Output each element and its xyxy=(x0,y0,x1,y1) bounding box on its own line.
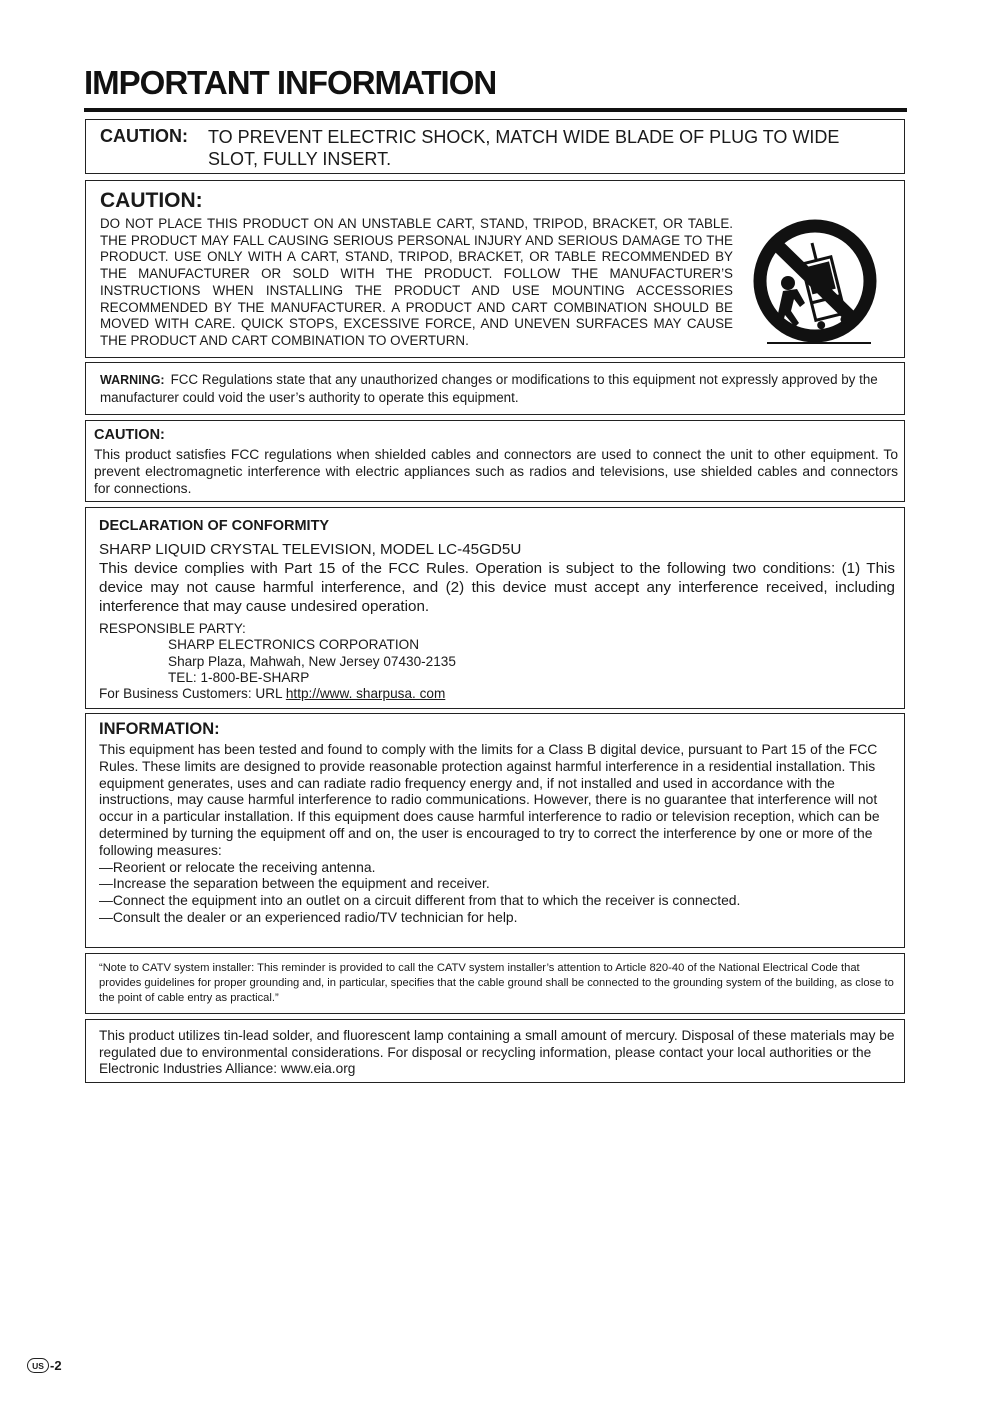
responsible-address: Sharp Plaza, Mahwah, New Jersey 07430-2135 xyxy=(168,654,456,669)
catv-note-text: “Note to CATV system installer: This reminder is provided to call the CATV system installer’s attention to Article 820-40 of the National Electrical Code that provides guidelines for proper grounding and, in particular, specifies that the cable ground shall be connected to the grounding system of the building, as close to the point of cable entry as practical.” xyxy=(99,962,894,1004)
declaration-compliance: This device complies with Part 15 of the FCC Rules. Operation is subject to the following two conditions: (1) This device may not cause harmful interference, and (2) this device must accept any interference received, including interference that may cause undesired operation. xyxy=(99,560,895,615)
fcc-warning-text: FCC Regulations state that any unauthorized changes or modifications to this equipment not expressly approved by the manufacturer could void the user’s authority to operate this equipment. xyxy=(100,372,878,405)
catv-note-box xyxy=(85,953,905,1014)
disposal-text: This product utilizes tin-lead solder, and fluorescent lamp containing a small amount of mercury. Disposal of these materials may be regulated due to environmental considerations. For disposal or recycling information, please contact your local authorities or the Electronic Industries Alliance: www.eia.org xyxy=(99,1028,895,1076)
business-label: For Business Customers: URL xyxy=(99,686,283,701)
information-label: INFORMATION: xyxy=(99,720,220,738)
fcc-warning-box xyxy=(85,362,905,415)
information-text: This equipment has been tested and found to comply with the limits for a Class B digital device, pursuant to Part 15 of the FCC Rules. These limits are designed to provide reasonable protection against harmful interference in a residential installation. This equipment generates, uses and can radiate radio frequency energy and, if not installed and used in accordance with the instructions, may cause harmful interference to radio communications. However, there is no guarantee that interference will not occur in a particular installation. If this equipment does cause harmful interference to radio or television reception, which can be determined by turning the equipment off and on, the user is encouraged to try to correct the interference by one or more of the following measures: xyxy=(99,741,880,858)
cart-caution-box xyxy=(85,180,905,358)
declaration-model: SHARP LIQUID CRYSTAL TELEVISION, MODEL LC-45GD5U xyxy=(99,541,522,558)
measure-item: —Increase the separation between the equipment and receiver. xyxy=(99,875,490,892)
cart-caution-text: DO NOT PLACE THIS PRODUCT ON AN UNSTABLE CART, STAND, TRIPOD, BRACKET, OR TABLE. THE PRODUCT MAY FALL CAUSING SERIOUS PERSONAL INJURY AND SERIOUS DAMAGE TO THE PRODUCT. USE ONLY WITH A CART, STAND, TRIPOD, BRACKET, OR TABLE RECOMMENDED BY THE MANUFACTURER OR SOLD WITH THE PRODUCT. FOLLOW THE MANUFACTURER’S INSTRUCTIONS WHEN INSTALLING THE PRODUCT AND USE MOUNTING ACCESSORIES RECOMMENDED BY THE MANUFACTURER. A PRODUCT AND CART COMBINATION SHOULD BE MOVED WITH CARE. QUICK STOPS, EXCESSIVE FORCE, AND UNEVEN SURFACES MAY CAUSE THE PRODUCT AND CART COMBINATION TO OVERTURN. xyxy=(100,216,733,348)
plug-caution-label: CAUTION: xyxy=(100,126,188,146)
responsible-party-label: RESPONSIBLE PARTY: xyxy=(99,621,246,636)
information-body xyxy=(99,741,895,926)
disposal-box xyxy=(85,1019,905,1083)
measure-item: —Connect the equipment into an outlet on a circuit different from that to which the receiver is connected. xyxy=(99,892,741,909)
plug-caution-text: TO PREVENT ELECTRIC SHOCK, MATCH WIDE BLADE OF PLUG TO WIDE SLOT, FULLY INSERT. xyxy=(208,127,840,169)
cable-caution-box xyxy=(85,420,905,502)
fcc-warning-paragraph xyxy=(100,371,890,406)
cable-caution-label: CAUTION: xyxy=(94,427,165,443)
cart-tipover-warning-icon xyxy=(753,219,885,349)
measure-item: —Reorient or relocate the receiving antenna. xyxy=(99,858,376,875)
measure-item: —Consult the dealer or an experienced radio/TV technician for help. xyxy=(99,908,518,925)
cart-caution-label: CAUTION: xyxy=(100,189,203,212)
plug-caution-box xyxy=(85,119,905,174)
fcc-warning-label: WARNING: xyxy=(100,373,165,387)
region-badge: US xyxy=(27,1358,49,1373)
page-title: IMPORTANT INFORMATION xyxy=(84,64,497,101)
cable-caution-text: This product satisfies FCC regulations when shielded cables and connectors are used to connect the unit to other equipment. To prevent electromagnetic interference with electric appliances such as radios and televisions, use shielded cables and connectors for connections. xyxy=(94,447,898,496)
measures-list xyxy=(99,859,895,926)
page-footer xyxy=(27,1358,62,1373)
responsible-tel: TEL: 1-800-BE-SHARP xyxy=(168,670,310,685)
responsible-company: SHARP ELECTRONICS CORPORATION xyxy=(168,637,420,652)
business-customers-line xyxy=(99,686,445,701)
declaration-box xyxy=(85,507,905,709)
information-box xyxy=(85,713,905,948)
page-number: -2 xyxy=(50,1358,62,1373)
declaration-label: DECLARATION OF CONFORMITY xyxy=(99,518,330,534)
sharp-url-link[interactable]: http://www. sharpusa. com xyxy=(285,686,446,701)
title-divider xyxy=(84,108,907,112)
